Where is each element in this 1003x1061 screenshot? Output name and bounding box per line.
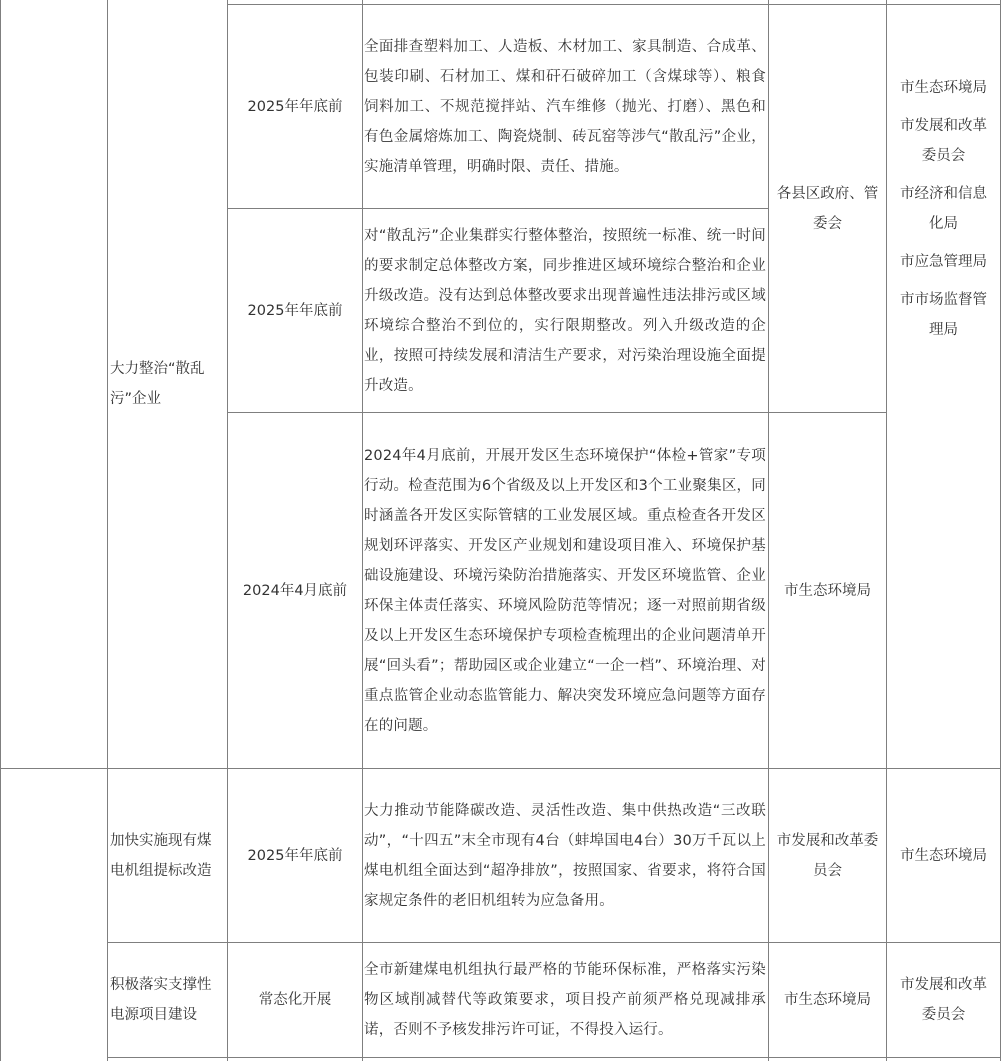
task-cell <box>108 0 227 768</box>
coop-dept-cell <box>887 769 1000 942</box>
coop-dept-5: 市市场监督管理局 <box>900 291 987 338</box>
table-border <box>0 0 1 1061</box>
table-border <box>1000 0 1001 1061</box>
deadline-text: 2025年年底前 <box>247 847 343 864</box>
deadline-text: 2024年4月底前 <box>242 582 348 599</box>
content-cell <box>363 413 768 768</box>
content-text: 大力推动节能降碳改造、灵活性改造、集中供热改造“三改联动”，“十四五”末全市现有4台（蚌埠国电4台）30万千瓦以上煤电机组全面达到“超净排放”，按照国家、省要求，将符合国家规定条件的老旧机组转为应急备用。 <box>364 802 766 909</box>
deadline-text: 2025年年底前 <box>247 98 343 115</box>
coop-dept-text: 市发展和改革委员会 <box>900 977 987 1023</box>
coop-dept-3: 市经济和信息化局 <box>900 185 987 232</box>
coop-dept-2: 市发展和改革委员会 <box>900 117 987 164</box>
deadline-text: 2025年年底前 <box>247 302 343 319</box>
deadline-text: 常态化开展 <box>258 992 332 1008</box>
lead-dept-cell <box>769 5 886 412</box>
lead-dept-text: 市生态环境局 <box>784 582 871 599</box>
coop-dept-4: 市应急管理局 <box>900 253 987 270</box>
table-border <box>107 1057 1000 1058</box>
lead-dept-text: 各县区政府、管委会 <box>776 185 879 232</box>
coop-dept-cell <box>887 5 1000 412</box>
deadline-cell <box>228 413 362 768</box>
lead-dept-cell <box>769 413 886 768</box>
task-text: 加快实施现有煤电机组提标改造 <box>110 832 212 879</box>
content-cell <box>363 209 768 412</box>
content-cell <box>363 769 768 942</box>
task-cell <box>108 943 227 1057</box>
coop-dept-1: 市生态环境局 <box>900 79 987 96</box>
deadline-cell <box>228 769 362 942</box>
content-cell <box>363 5 768 208</box>
content-text: 全面排查塑料加工、人造板、木材加工、家具制造、合成革、包装印刷、石材加工、煤和矸石破碎加工（含煤球等）、粮食饲料加工、不规范搅拌站、汽车维修（抛光、打磨）、黑色和有色金属熔炼加工、陶瓷烧制、砖瓦窑等涉气“散乱污”企业，实施清单管理，明确时限、责任、措施。 <box>364 38 766 175</box>
task-text: 积极落实支撑性电源项目建设 <box>110 977 212 1023</box>
coop-dept-text: 市生态环境局 <box>900 847 987 864</box>
lead-dept-text: 市发展和改革委员会 <box>776 832 879 879</box>
content-text: 对“散乱污”企业集群实行整体整治，按照统一标准、统一时间的要求制定总体整改方案，同步推进区域环境综合整治和企业升级改造。没有达到总体整改要求出现普遍性违法排污或区域环境综合整治不到位的，实行限期整改。列入升级改造的企业，按照可持续发展和清洁生产要求，对污染治理设施全面提升改造。 <box>364 227 766 394</box>
coop-dept-cell <box>887 943 1000 1057</box>
task-cell <box>108 769 227 942</box>
deadline-cell <box>228 5 362 208</box>
content-text: 2024年4月底前，开展开发区生态环境保护“体检+管家”专项行动。检查范围为6个省级及以上开发区和3个工业聚集区，同时涵盖各开发区实际管辖的工业发展区域。重点检查各开发区规划环评落实、开发区产业规划和建设项目准入、环境保护基础设施建设、环境污染防治措施落实、开发区环境监管、企业环保主体责任落实、环境风险防范等情况；逐一对照前期省级及以上开发区生态环境保护专项检查梳理出的企业问题清单开展“回头看”；帮助园区或企业建立“一企一档”、环境治理、对重点监管企业动态监管能力、解决突发环境应急问题等方面存在的问题。 <box>364 447 766 734</box>
deadline-cell <box>228 209 362 412</box>
content-cell <box>363 943 768 1057</box>
deadline-cell <box>228 943 362 1057</box>
lead-dept-cell <box>769 943 886 1057</box>
lead-dept-text: 市生态环境局 <box>784 992 871 1008</box>
content-text: 全市新建煤电机组执行最严格的节能环保标准，严格落实污染物区域削减替代等政策要求，项目投产前须严格兑现减排承诺，否则不予核发排污许可证，不得投入运行。 <box>364 962 766 1038</box>
task-text: 大力整治“散乱污”企业 <box>110 361 205 407</box>
lead-dept-cell <box>769 769 886 942</box>
